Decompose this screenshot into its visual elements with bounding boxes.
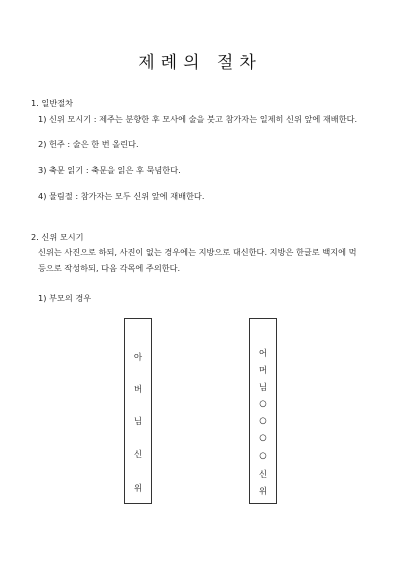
page-title: 제례의 절차 <box>138 53 262 73</box>
tablet-char: 신 <box>258 470 268 480</box>
tablet-body-line-2: 등으로 작성하되, 다음 각목에 주의한다. <box>38 263 181 273</box>
step-2: 2) 헌주 : 술은 한 번 올린다. <box>38 139 139 149</box>
tablet-body-line-1: 신위는 사진으로 하되, 사진이 없는 경우에는 지방으로 대신한다. 지방은 한글로 백지에 먹 <box>38 247 357 257</box>
tablet-char: 머 <box>258 366 268 376</box>
mother-tablet <box>249 318 277 504</box>
tablet-char: 어 <box>258 349 268 359</box>
tablet-char: 위 <box>258 487 268 497</box>
step-3: 3) 축문 읽기 : 축문을 읽은 후 묵념한다. <box>38 165 181 175</box>
step-1: 1) 신위 모시기 : 제주는 분향한 후 모사에 술을 붓고 참가자는 일제히 신위 앞에 재배한다. <box>38 114 358 124</box>
step-4: 4) 물림절 : 참가자는 모두 신위 앞에 재배한다. <box>38 191 205 201</box>
section-heading-general: 1. 일반절차 <box>31 98 74 108</box>
section-heading-tablet: 2. 신위 모시기 <box>31 232 84 242</box>
tablet-char: 버 <box>133 385 143 395</box>
tablet-char: 신 <box>133 450 143 460</box>
tablet-char: ○ <box>259 416 267 426</box>
tablet-char: 님 <box>258 383 268 393</box>
tablet-char: ○ <box>259 433 267 443</box>
tablet-char: ○ <box>259 399 267 409</box>
sub-heading-parents: 1) 부모의 경우 <box>38 293 92 303</box>
tablet-char: 아 <box>133 353 143 363</box>
father-tablet <box>124 318 152 504</box>
tablet-char: 위 <box>133 484 143 494</box>
tablet-char: 님 <box>133 417 143 427</box>
tablet-char: ○ <box>259 451 267 461</box>
